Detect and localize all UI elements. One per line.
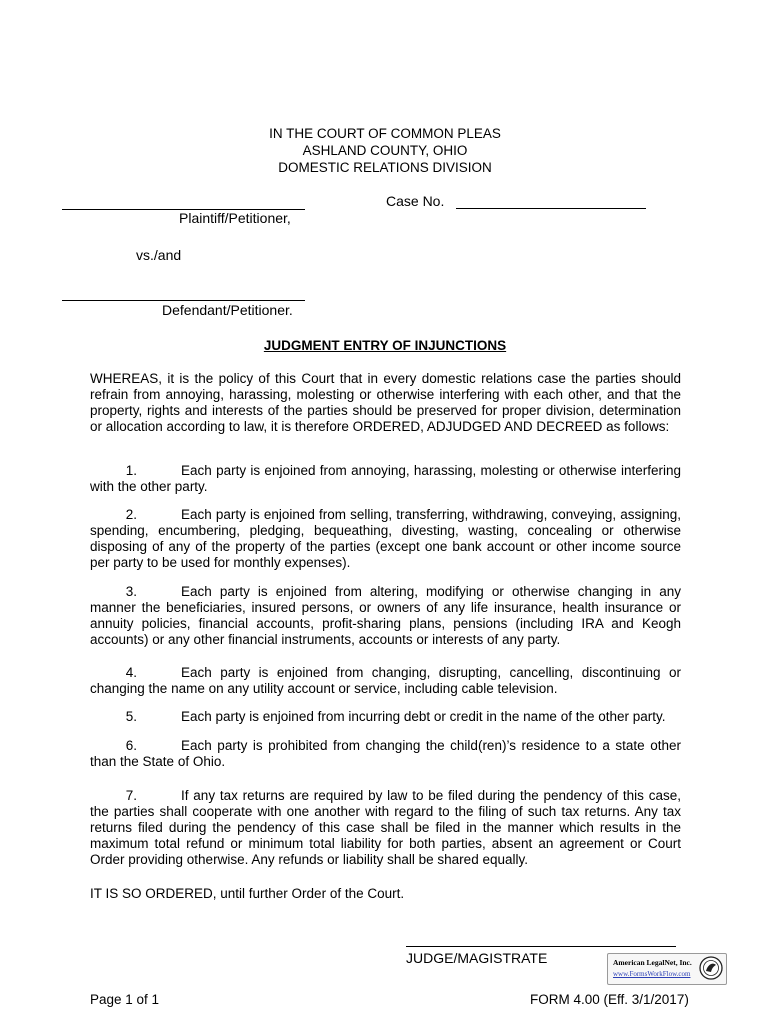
- whereas-paragraph: [90, 371, 681, 435]
- division-name: DOMESTIC RELATIONS DIVISION: [278, 160, 492, 175]
- court-heading: [185, 125, 585, 176]
- closing-paragraph: [90, 886, 681, 902]
- document-title: JUDGMENT ENTRY OF INJUNCTIONS: [263, 338, 507, 353]
- judge-signature-line[interactable]: [406, 946, 676, 947]
- publisher-name: American LegalNet, Inc.: [613, 958, 692, 967]
- order-item-text: Each party is enjoined from selling, transferring, withdrawing, conveying, assigning, spending, encumbering, pledging, bequeathing, divesting, wasting, concealing or otherwise disposing of any of the property of the parties (except one bank account or other income source per party to be used for monthly expenses).: [90, 507, 681, 570]
- publisher-website-link[interactable]: www.FormsWorkFlow.com: [613, 970, 691, 978]
- publisher-logo: [607, 953, 727, 985]
- county-name: ASHLAND COUNTY, OHIO: [302, 143, 468, 158]
- publisher-seal-icon: [699, 956, 723, 980]
- order-item-text: Each party is enjoined from annoying, harassing, molesting or otherwise interfering with the other party.: [90, 463, 681, 494]
- closing-text: IT IS SO ORDERED, until further Order of the Court.: [90, 886, 405, 901]
- order-item: [90, 665, 681, 697]
- order-item: [90, 788, 681, 868]
- order-item-text: Each party is enjoined from changing, disrupting, cancelling, discontinuing or changing the name on any utility account or service, including cable television.: [90, 665, 681, 696]
- order-item: [90, 463, 681, 495]
- order-item-text: Each party is enjoined from incurring debt or credit in the name of the other party.: [181, 709, 666, 724]
- form-number: FORM 4.00 (Eff. 3/1/2017): [530, 992, 689, 1007]
- order-item: [90, 584, 681, 648]
- plaintiff-label: Plaintiff/Petitioner,: [179, 210, 291, 226]
- defendant-name-field[interactable]: [62, 300, 305, 301]
- order-item-number: 3.: [125, 584, 137, 599]
- order-item-number: 2.: [125, 507, 137, 522]
- order-item-text: Each party is enjoined from altering, modifying or otherwise changing in any manner the beneficiaries, insured persons, or owners of any life insurance, health insurance or annuity policies, financial accounts, profit-sharing plans, pensions (including IRA and Keogh accounts) or any other financial instruments, accounts or interests of any party.: [90, 584, 681, 647]
- order-item-text: Each party is prohibited from changing the child(ren)’s residence to a state other than the State of Ohio.: [90, 738, 681, 769]
- order-item: [90, 507, 681, 571]
- order-item: [90, 738, 681, 770]
- order-item-number: 6.: [125, 738, 137, 753]
- versus-label: vs./and: [136, 247, 182, 263]
- case-number-label: Case No.: [386, 193, 445, 209]
- order-item-number: 1.: [125, 463, 137, 478]
- order-item: [90, 709, 681, 725]
- order-item-text: If any tax returns are required by law to be filed during the pendency of this case, the parties shall cooperate with one another with regard to the filing of such tax returns. Any tax returns filed during the pendency of this case shall be filed in the manner which results in the maximum total refund or minimum total liability for both parties, absent an agreement or Court Order providing otherwise. Any refunds or liability shall be shared equally.: [90, 788, 681, 867]
- order-item-number: 4.: [125, 665, 137, 680]
- order-item-number: 7.: [125, 788, 137, 803]
- case-number-field[interactable]: [456, 208, 646, 209]
- court-name: IN THE COURT OF COMMON PLEAS: [269, 126, 501, 141]
- judge-label: JUDGE/MAGISTRATE: [406, 950, 548, 966]
- order-item-number: 5.: [125, 709, 137, 724]
- defendant-label: Defendant/Petitioner.: [162, 302, 293, 318]
- page-number: Page 1 of 1: [90, 992, 160, 1007]
- whereas-text: WHEREAS, it is the policy of this Court that in every domestic relations case the parties should refrain from annoying, harassing, molesting or otherwise interfering with each other, and that the property, rights and interests of the parties should be preserved for proper division, determination or allocation according to law, it is therefore ORDERED, ADJUDGED AND DECREED as follows:: [90, 371, 681, 434]
